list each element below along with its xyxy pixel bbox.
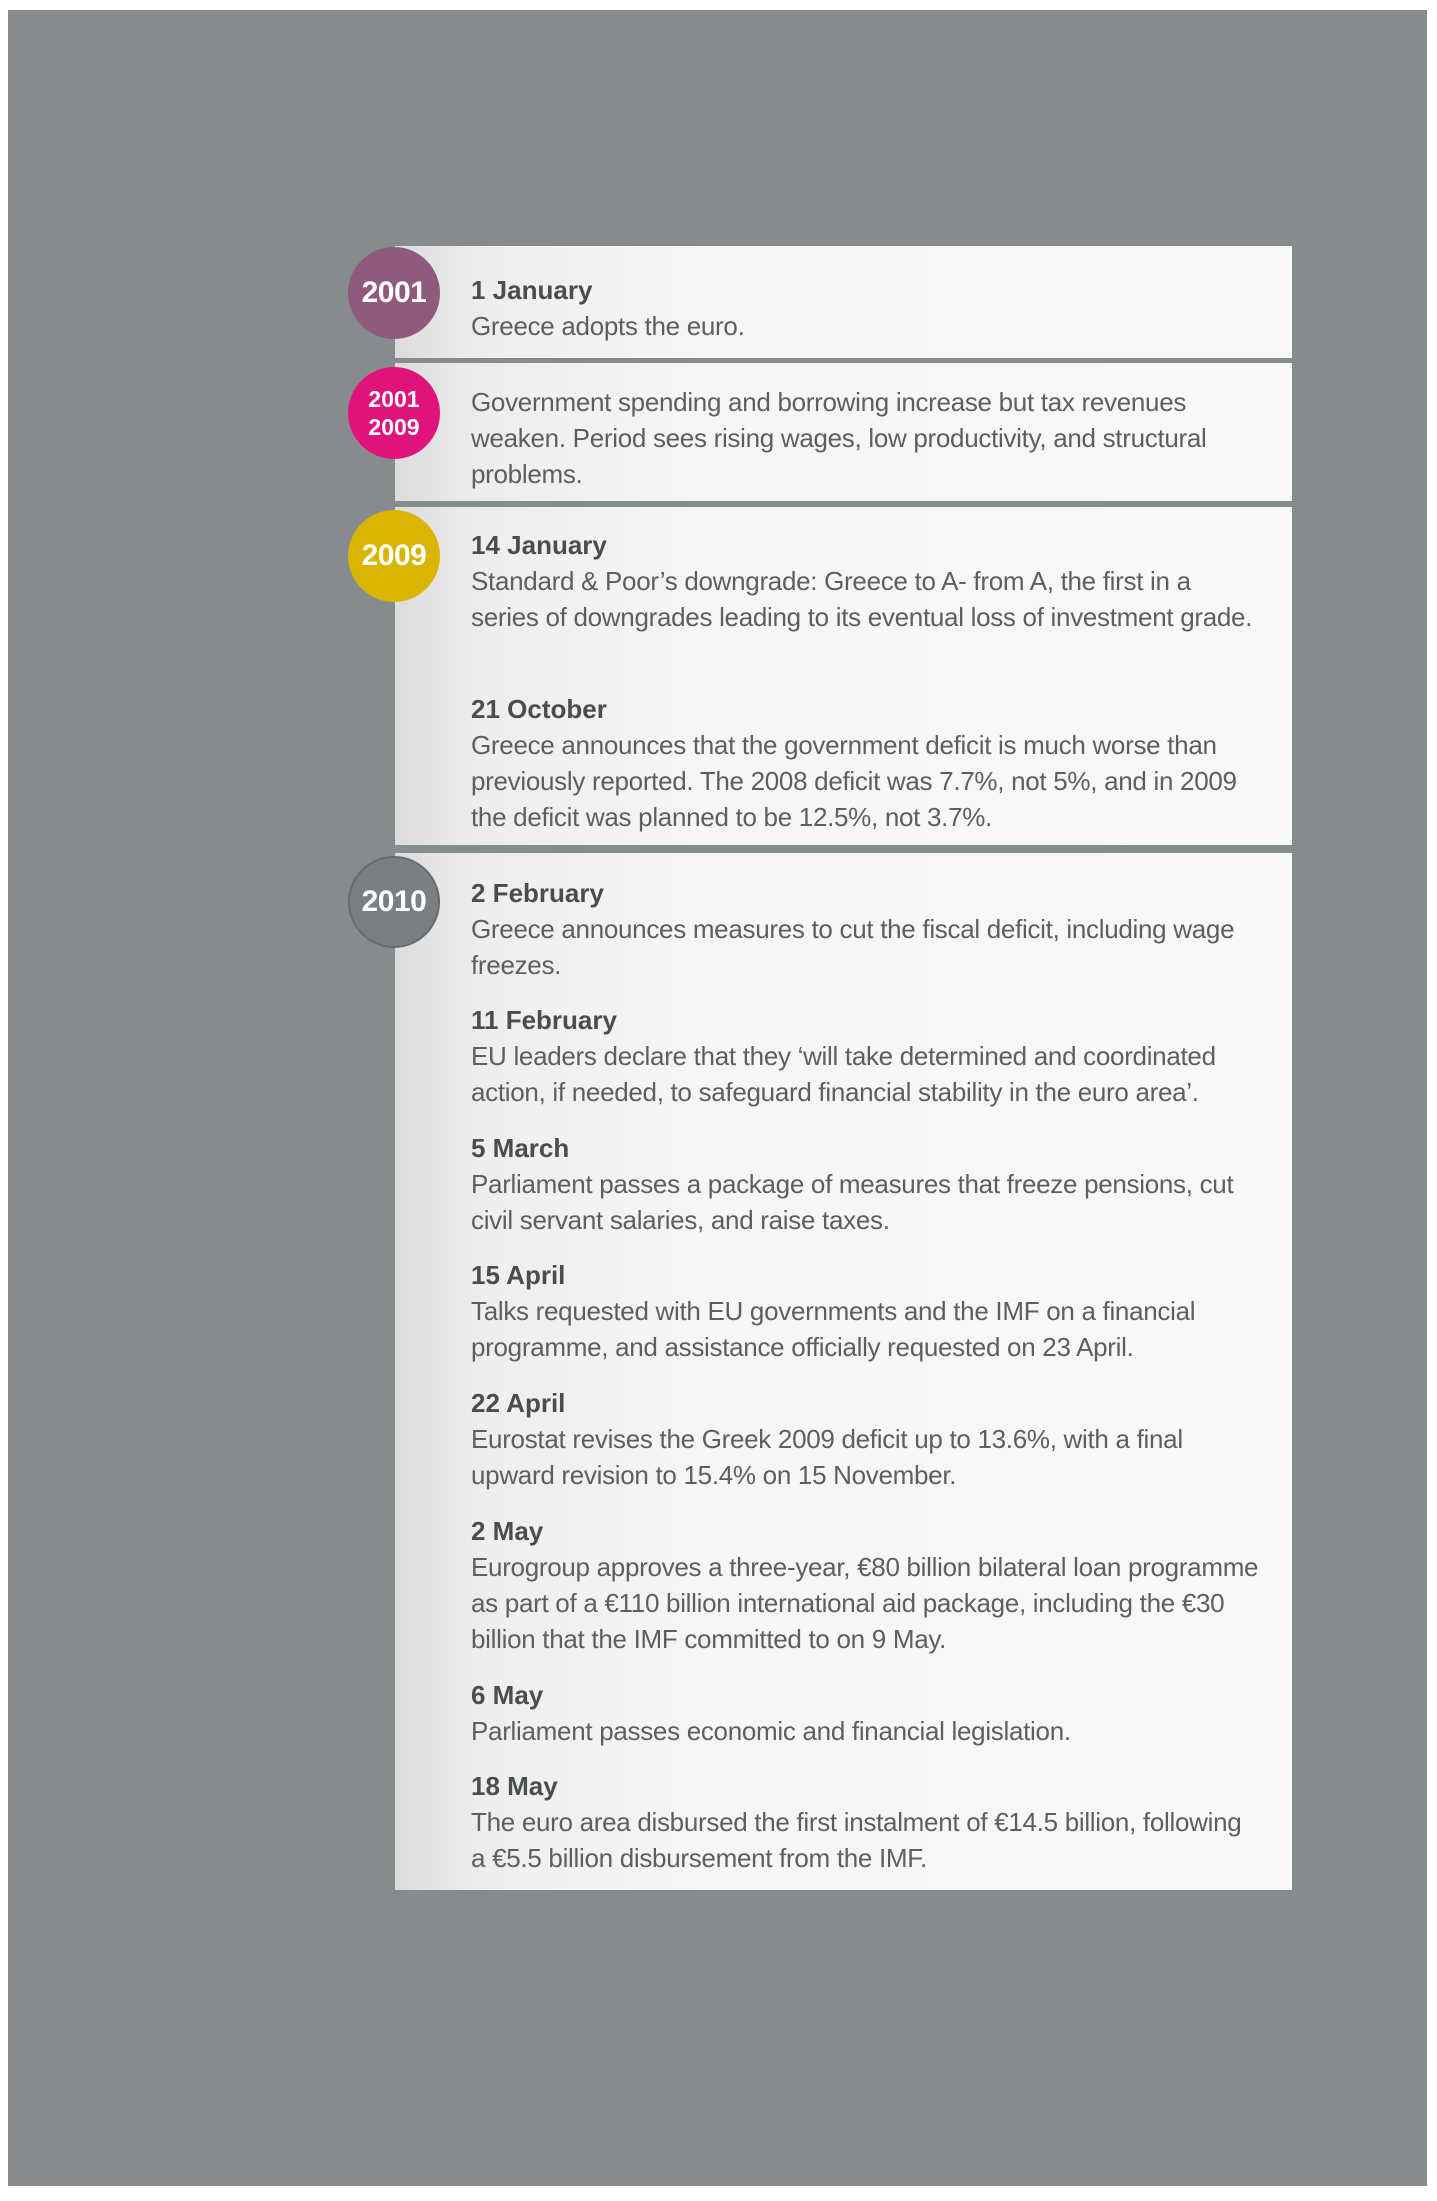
- year-badge-label: 2001: [361, 276, 427, 309]
- entry-date: 15 April: [471, 1260, 566, 1290]
- entry-text: Government spending and borrowing increase but tax revenues weaken. Period sees rising wages, low productivity, and structural problems.: [471, 387, 1207, 489]
- entry-date: 21 October: [471, 694, 607, 724]
- entry-date: 18 May: [471, 1771, 558, 1801]
- entry-text: Parliament passes economic and financial legislation.: [471, 1716, 1071, 1746]
- timeline-entry: [471, 691, 1262, 835]
- year-badge-label-start: 2001: [368, 386, 420, 412]
- year-badge-label: 2010: [361, 885, 427, 918]
- timeline-entry: [471, 272, 1262, 344]
- entry-date: 22 April: [471, 1388, 566, 1418]
- entry-text: Parliament passes a package of measures that freeze pensions, cut civil servant salaries, and raise taxes.: [471, 1169, 1234, 1235]
- entry-text: Eurogroup approves a three-year, €80 billion bilateral loan programme as part of a €110 billion international aid package, including the €30 billion that the IMF committed to on 9 May.: [471, 1552, 1259, 1654]
- timeline-entry: [471, 1513, 1262, 1657]
- year-badge-label-end: 2009: [368, 414, 420, 440]
- entry-text: Talks requested with EU governments and the IMF on a financial programme, and assistance officially requested on 23 April.: [471, 1296, 1196, 1362]
- timeline-panel-2010: [395, 853, 1292, 1890]
- entry-text: Greece adopts the euro.: [471, 311, 745, 341]
- entry-text: Greece announces measures to cut the fiscal deficit, including wage freezes.: [471, 914, 1235, 980]
- year-badge-2010: [348, 856, 440, 948]
- year-badge-2009: [348, 510, 440, 602]
- entry-date: 14 January: [471, 530, 607, 560]
- timeline-entry: [471, 1257, 1262, 1365]
- entry-text: Greece announces that the government deficit is much worse than previously reported. The 2008 deficit was 7.7%, not 5%, and in 2009 the deficit was planned to be 12.5%, not 3.7%.: [471, 730, 1237, 832]
- entry-date: 1 January: [471, 275, 593, 305]
- entry-date: 6 May: [471, 1680, 544, 1710]
- entry-date: 2 May: [471, 1516, 544, 1546]
- background-frame: [8, 10, 1427, 2186]
- year-badge-2001: [348, 247, 440, 339]
- entry-text: Eurostat revises the Greek 2009 deficit up to 13.6%, with a final upward revision to 15.4% on 15 November.: [471, 1424, 1183, 1490]
- timeline-panel-2009: [395, 507, 1292, 845]
- timeline-entry: [471, 875, 1262, 983]
- entry-date: 11 February: [471, 1005, 617, 1035]
- timeline-panel-2001: [395, 246, 1292, 358]
- timeline-entry: [471, 1385, 1262, 1493]
- entry-date: 5 March: [471, 1133, 570, 1163]
- entry-text: Standard & Poor’s downgrade: Greece to A- from A, the first in a series of downgrades leading to its eventual loss of investment grade.: [471, 566, 1253, 632]
- entry-date: 2 February: [471, 878, 604, 908]
- timeline-entry: [471, 1002, 1262, 1110]
- year-badge-label: 2009: [361, 539, 427, 572]
- timeline-entry: [471, 384, 1262, 492]
- year-badge-2001-2009: [348, 367, 440, 459]
- timeline-panel-2001-2009: [395, 363, 1292, 501]
- timeline-entry: [471, 1677, 1262, 1749]
- entry-text: EU leaders declare that they ‘will take determined and coordinated action, if needed, to safeguard financial stability in the euro area’.: [471, 1041, 1216, 1107]
- timeline-entry: [471, 1130, 1262, 1238]
- timeline-entry: [471, 1768, 1262, 1876]
- timeline-entry: [471, 527, 1262, 635]
- entry-text: The euro area disbursed the first instalment of €14.5 billion, following a €5.5 billion disbursement from the IMF.: [471, 1807, 1242, 1873]
